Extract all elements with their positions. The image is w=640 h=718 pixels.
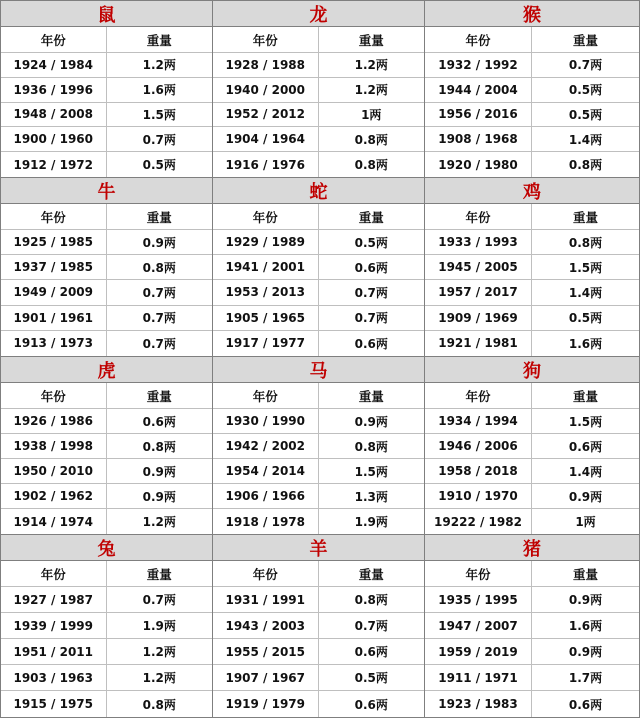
- year-column-header: 年份: [1, 383, 107, 409]
- weight-cell: 1.9两: [107, 613, 213, 639]
- year-cell: 1936 / 1996: [1, 78, 107, 103]
- zodiac-title: 羊: [213, 535, 424, 561]
- zodiac-title: 牛: [1, 178, 212, 204]
- year-column-header: 年份: [425, 204, 532, 230]
- weight-cell: 0.8两: [107, 255, 213, 280]
- year-cell: 1920 / 1980: [425, 152, 532, 177]
- year-cell: 1924 / 1984: [1, 53, 107, 78]
- zodiac-title: 虎: [1, 357, 212, 383]
- weight-cell: 1.2两: [107, 665, 213, 691]
- weight-cell: 0.7两: [107, 587, 213, 613]
- weight-cell: 0.7两: [532, 53, 639, 78]
- year-cell: 1957 / 2017: [425, 280, 532, 305]
- zodiac-title: 龙: [213, 1, 424, 27]
- weight-cell: 1.4两: [532, 127, 639, 152]
- year-cell: 1953 / 2013: [213, 280, 319, 305]
- weight-cell: 1两: [575, 515, 596, 529]
- year-cell: 1951 / 2011: [1, 639, 107, 665]
- weight-cell: 0.7两: [107, 280, 213, 305]
- weight-cell: 0.8两: [319, 127, 425, 152]
- weight-cell: 1.2两: [107, 53, 213, 78]
- weight-cell: 1两: [319, 103, 425, 128]
- year-cell: 1904 / 1964: [213, 127, 319, 152]
- weight-cell: 0.6两: [319, 639, 425, 665]
- year-cell: 1950 / 2010: [1, 459, 107, 484]
- year-cell: 1932 / 1992: [425, 53, 532, 78]
- weight-column-header: 重量: [107, 561, 213, 587]
- year-column-header: 年份: [213, 383, 319, 409]
- year-cell: 1942 / 2002: [213, 434, 319, 459]
- weight-cell: 0.9两: [532, 587, 639, 613]
- weight-column-header: 重量: [532, 383, 639, 409]
- weight-cell: 0.5两: [532, 103, 639, 128]
- year-cell: 1913 / 1973: [1, 331, 107, 356]
- year-cell: 1931 / 1991: [213, 587, 319, 613]
- year-column-header: 年份: [1, 561, 107, 587]
- year-cell: 1923 / 1983: [425, 691, 532, 717]
- year-cell: 1939 / 1999: [1, 613, 107, 639]
- year-cell: 1926 / 1986: [1, 409, 107, 434]
- zodiac-title: 蛇: [213, 178, 424, 204]
- year-column-header: 年份: [425, 383, 532, 409]
- year-cell: 1949 / 2009: [1, 280, 107, 305]
- weight-cell: 0.7两: [107, 127, 213, 152]
- year-cell: 1912 / 1972: [1, 152, 107, 177]
- weight-column-header: 重量: [319, 383, 425, 409]
- weight-cell: 0.5两: [532, 78, 639, 103]
- weight-cell: 1.5两: [532, 255, 639, 280]
- zodiac-block: [425, 357, 640, 535]
- year-cell: 1901 / 1961: [1, 306, 107, 331]
- year-cell: 1944 / 2004: [425, 78, 532, 103]
- weight-cell: 1.4两: [532, 459, 639, 484]
- year-cell: 1903 / 1963: [1, 665, 107, 691]
- year-cell: 1914 / 1974: [1, 509, 107, 534]
- weight-column-header: 重量: [107, 383, 213, 409]
- year-cell: 1906 / 1966: [213, 484, 319, 509]
- weight-cell: 0.7两: [142, 336, 176, 351]
- weight-cell: 1.4两: [532, 280, 639, 305]
- weight-cell: 0.5两: [532, 306, 639, 331]
- weight-cell: 0.6两: [107, 409, 213, 434]
- year-cell: 1956 / 2016: [425, 103, 532, 128]
- zodiac-block: [213, 357, 425, 535]
- year-cell: 1958 / 2018: [425, 459, 532, 484]
- weight-cell: 0.8两: [532, 230, 639, 255]
- year-cell: 1946 / 2006: [425, 434, 532, 459]
- weight-cell: 0.7两: [319, 280, 425, 305]
- zodiac-block: [0, 535, 213, 718]
- year-cell: 1934 / 1994: [425, 409, 532, 434]
- weight-cell: 1.2两: [107, 639, 213, 665]
- zodiac-block: [0, 178, 213, 357]
- zodiac-block: [213, 535, 425, 718]
- weight-cell: 0.9两: [532, 639, 639, 665]
- year-cell: 1954 / 2014: [213, 459, 319, 484]
- zodiac-block: [425, 535, 640, 718]
- weight-cell: 1.6两: [532, 613, 639, 639]
- weight-cell: 0.6两: [568, 697, 603, 712]
- weight-cell: 0.8两: [142, 697, 176, 712]
- year-cell: 1959 / 2019: [425, 639, 532, 665]
- year-cell: 1917 / 1977: [213, 331, 319, 356]
- weight-cell: 0.9两: [107, 230, 213, 255]
- year-cell: 1908 / 1968: [425, 127, 532, 152]
- year-cell: 1900 / 1960: [1, 127, 107, 152]
- weight-column-header: 重量: [319, 27, 425, 53]
- weight-cell: 0.6两: [319, 255, 425, 280]
- weight-cell: 1.5两: [532, 409, 639, 434]
- zodiac-title: 兔: [1, 535, 212, 561]
- weight-column-header: 重量: [319, 204, 425, 230]
- year-cell: 1905 / 1965: [213, 306, 319, 331]
- year-cell: 1933 / 1993: [425, 230, 532, 255]
- year-column-header: 年份: [425, 561, 532, 587]
- year-cell: 19222 / 1982: [425, 509, 532, 534]
- weight-cell: 1.3两: [319, 484, 425, 509]
- year-cell: 1952 / 2012: [213, 103, 319, 128]
- zodiac-title: 马: [213, 357, 424, 383]
- zodiac-title: 狗: [425, 357, 639, 383]
- weight-cell: 1.6两: [107, 78, 213, 103]
- weight-cell: 1.5两: [319, 459, 425, 484]
- weight-cell: 0.5两: [319, 230, 425, 255]
- year-column-header: 年份: [425, 27, 532, 53]
- year-cell: 1948 / 2008: [1, 103, 107, 128]
- year-cell: 1907 / 1967: [213, 665, 319, 691]
- weight-cell: 1.2两: [319, 53, 425, 78]
- year-cell: 1943 / 2003: [213, 613, 319, 639]
- year-column-header: 年份: [213, 204, 319, 230]
- weight-cell: 0.6两: [354, 336, 388, 351]
- zodiac-title: 鼠: [1, 1, 212, 27]
- year-cell: 1915 / 1975: [1, 691, 107, 717]
- zodiac-block: [0, 0, 213, 178]
- weight-cell: 0.8两: [319, 587, 425, 613]
- weight-cell: 0.5两: [319, 665, 425, 691]
- year-cell: 1955 / 2015: [213, 639, 319, 665]
- weight-cell: 0.7两: [319, 306, 425, 331]
- year-cell: 1925 / 1985: [1, 230, 107, 255]
- weight-cell: 0.8两: [107, 434, 213, 459]
- weight-cell: 1.2两: [319, 78, 425, 103]
- year-cell: 1940 / 2000: [213, 78, 319, 103]
- year-column-header: 年份: [1, 204, 107, 230]
- weight-cell: 0.9两: [532, 484, 639, 509]
- weight-cell: 0.9两: [319, 409, 425, 434]
- weight-cell: 0.5两: [142, 158, 176, 173]
- year-cell: 1927 / 1987: [1, 587, 107, 613]
- year-cell: 1947 / 2007: [425, 613, 532, 639]
- weight-cell: 1.6两: [568, 336, 603, 351]
- year-cell: 1919 / 1979: [213, 691, 319, 717]
- weight-column-header: 重量: [107, 204, 213, 230]
- zodiac-block: [0, 357, 213, 535]
- year-column-header: 年份: [213, 561, 319, 587]
- year-cell: 1928 / 1988: [213, 53, 319, 78]
- weight-cell: 1.2两: [142, 515, 176, 529]
- weight-cell: 0.8两: [319, 434, 425, 459]
- weight-column-header: 重量: [107, 27, 213, 53]
- zodiac-block: [425, 178, 640, 357]
- year-cell: 1909 / 1969: [425, 306, 532, 331]
- year-cell: 1916 / 1976: [213, 152, 319, 177]
- weight-column-header: 重量: [532, 561, 639, 587]
- zodiac-title: 猪: [425, 535, 639, 561]
- weight-cell: 0.6两: [532, 434, 639, 459]
- year-cell: 1935 / 1995: [425, 587, 532, 613]
- zodiac-title: 鸡: [425, 178, 639, 204]
- year-cell: 1910 / 1970: [425, 484, 532, 509]
- weight-cell: 0.6两: [354, 697, 388, 712]
- weight-cell: 0.7两: [319, 613, 425, 639]
- weight-cell: 0.8两: [568, 158, 603, 173]
- weight-column-header: 重量: [319, 561, 425, 587]
- year-cell: 1902 / 1962: [1, 484, 107, 509]
- zodiac-block: [213, 0, 425, 178]
- year-column-header: 年份: [213, 27, 319, 53]
- year-cell: 1945 / 2005: [425, 255, 532, 280]
- year-cell: 1921 / 1981: [425, 331, 532, 356]
- year-cell: 1929 / 1989: [213, 230, 319, 255]
- weight-cell: 1.5两: [107, 103, 213, 128]
- year-cell: 1918 / 1978: [213, 509, 319, 534]
- weight-cell: 1.7两: [532, 665, 639, 691]
- year-column-header: 年份: [1, 27, 107, 53]
- zodiac-title: 猴: [425, 1, 639, 27]
- weight-cell: 0.7两: [107, 306, 213, 331]
- year-cell: 1911 / 1971: [425, 665, 532, 691]
- weight-cell: 1.9两: [354, 515, 388, 529]
- weight-cell: 0.9两: [107, 459, 213, 484]
- year-cell: 1937 / 1985: [1, 255, 107, 280]
- zodiac-block: [213, 178, 425, 357]
- weight-cell: 0.9两: [107, 484, 213, 509]
- zodiac-block: [425, 0, 640, 178]
- weight-cell: 0.8两: [354, 158, 388, 173]
- year-cell: 1941 / 2001: [213, 255, 319, 280]
- weight-column-header: 重量: [532, 27, 639, 53]
- year-cell: 1938 / 1998: [1, 434, 107, 459]
- weight-column-header: 重量: [532, 204, 639, 230]
- year-cell: 1930 / 1990: [213, 409, 319, 434]
